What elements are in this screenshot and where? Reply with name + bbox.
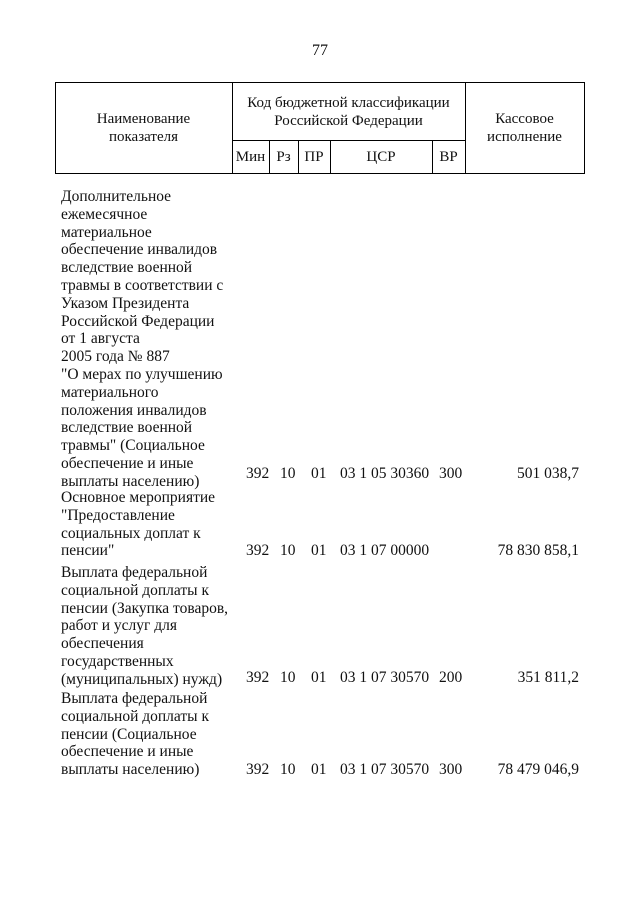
row-name: Дополнительное ежемесячное материальное обеспечение инвалидов вследствие военной травмы в соответствии с Указом Президента Российской Федерации от 1 августа 2005 года № 887 "О мерах по улучшению материального положения инвалидов вследствие военной травмы" (Социальное обеспечение и иные выплаты населению): [61, 188, 224, 490]
row-pr: 01: [311, 761, 327, 779]
row-min: 392: [246, 542, 270, 560]
row-rz: 10: [280, 761, 296, 779]
row-name: Основное мероприятие "Предоставление социальных доплат к пенсии": [61, 489, 216, 560]
row-csr: 03 1 07 00000: [340, 542, 430, 560]
header-name: Наименование показателя: [96, 111, 191, 145]
header-execution: Кассовое исполнение: [487, 111, 562, 145]
page-number: 77: [312, 42, 328, 59]
row-rz: 10: [280, 465, 296, 483]
table-row: [61, 690, 591, 779]
row-amount: 78 830 858,1: [497, 542, 579, 560]
row-amount: 501 038,7: [517, 465, 579, 483]
header-pr: ПР: [304, 148, 324, 165]
row-name: Выплата федеральной социальной доплаты к пенсии (Закупка товаров, работ и услуг для обеспечения государственных (муниципальных) нужд): [61, 564, 229, 688]
row-vr: 300: [439, 465, 463, 483]
row-pr: 01: [311, 542, 327, 560]
header-budget-code: Код бюджетной классификации Российской Федерации: [247, 94, 450, 129]
row-csr: 03 1 05 30360: [340, 465, 430, 483]
row-vr: 300: [439, 761, 463, 779]
header-rz: Рз: [276, 148, 291, 165]
header-csr: ЦСР: [366, 148, 396, 165]
row-pr: 01: [311, 465, 327, 483]
header-min: Мин: [235, 148, 266, 165]
row-amount: 351 811,2: [517, 669, 579, 687]
row-csr: 03 1 07 30570: [340, 761, 430, 779]
row-vr: 200: [439, 669, 463, 687]
row-rz: 10: [280, 542, 296, 560]
row-pr: 01: [311, 669, 327, 687]
table-header: [55, 82, 585, 174]
row-min: 392: [246, 761, 270, 779]
row-rz: 10: [280, 669, 296, 687]
row-csr: 03 1 07 30570: [340, 669, 430, 687]
table-row: [61, 188, 591, 490]
table-row: [61, 564, 591, 687]
table-row: [61, 489, 591, 560]
row-min: 392: [246, 465, 270, 483]
row-min: 392: [246, 669, 270, 687]
row-name: Выплата федеральной социальной доплаты к пенсии (Социальное обеспечение и иные выплаты населению): [61, 690, 209, 779]
row-amount: 78 479 046,9: [497, 761, 579, 779]
header-vr: ВР: [439, 148, 458, 165]
